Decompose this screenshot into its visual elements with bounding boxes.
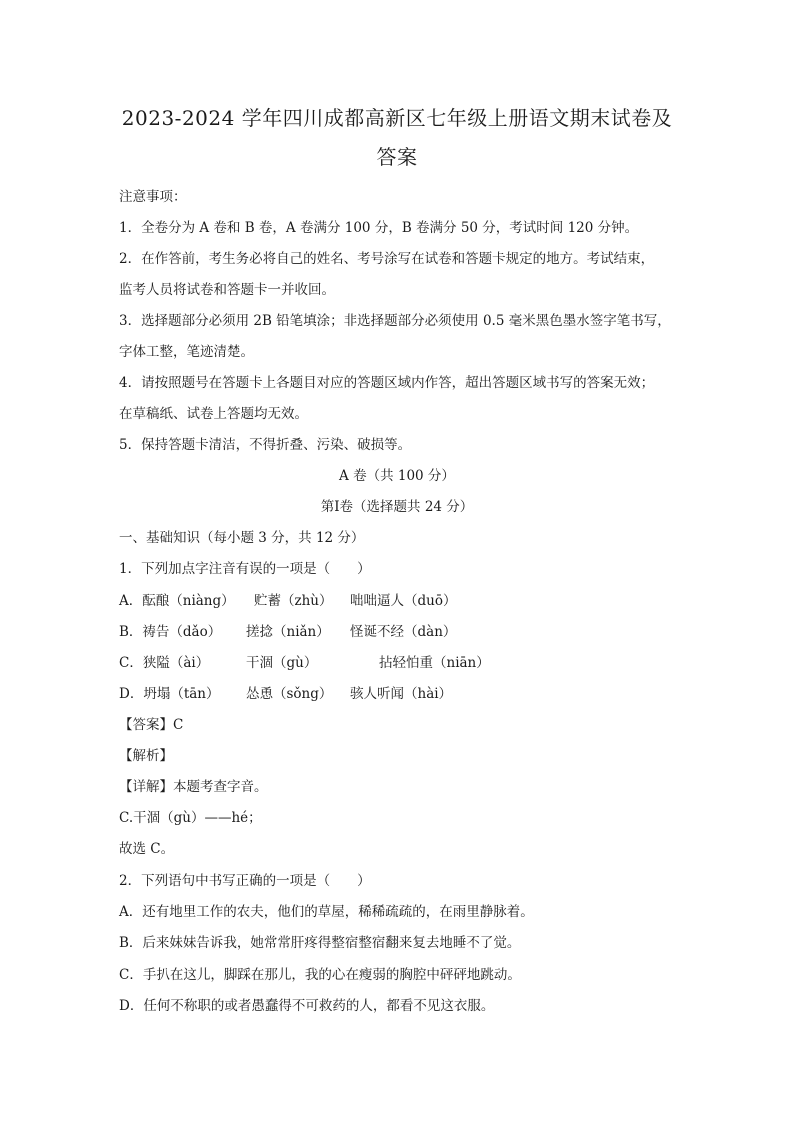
notice-item: 在草稿纸、试卷上答题均无效。 [119, 406, 308, 422]
section-heading: 一、基础知识（每小题 3 分，共 12 分） [119, 530, 365, 546]
option-item: 拈轻怕重（niān） [379, 655, 490, 671]
analysis-label: 【解析】 [119, 748, 173, 764]
conclusion-note: 故选 C。 [119, 841, 175, 857]
question-1-stem: 1．下列加点字注音有误的一项是（ ） [119, 561, 371, 577]
notice-item: 5．保持答题卡清洁，不得折叠、污染、破损等。 [119, 437, 412, 453]
option-item: 怂恿（sǒng） [246, 686, 333, 702]
question-2-option-c: C．手扒在这儿，脚踩在那儿，我的心在瘦弱的胸腔中砰砰地跳动。 [119, 967, 521, 983]
option-item: B．祷告（dǎo） [119, 624, 222, 640]
answer-label: 【答案】C [119, 717, 184, 733]
correction-note: C.干涸（gù）——hé； [119, 810, 262, 826]
option-item: C．狭隘（ài） [119, 655, 210, 671]
question-2-option-a: A．还有地里工作的农夫，他们的草屋，稀稀疏疏的，在雨里静脉着。 [119, 904, 534, 920]
option-item: 搓捻（niǎn） [246, 624, 330, 640]
option-item: 贮蓄（zhù） [254, 593, 333, 609]
notice-item: 1．全卷分为 A 卷和 B 卷，A 卷满分 100 分，B 卷满分 50 分，考试时间 120 分钟。 [119, 220, 639, 236]
question-2-option-b: B．后来妹妹告诉我，她常常肝疼得整宿整宿翻来复去地睡不了觉。 [119, 935, 521, 951]
notice-item: 3．选择题部分必须用 2B 铅笔填涂；非选择题部分必须使用 0.5 毫米黑色墨水签字笔书写， [119, 313, 671, 329]
option-item: 骇人听闻（hài） [350, 686, 453, 702]
question-2-stem: 2．下列语句中书写正确的一项是（ ） [119, 873, 371, 889]
notice-heading: 注意事项： [119, 189, 187, 205]
notice-item: 字体工整，笔迹清楚。 [119, 344, 254, 360]
document-title-continued: 答案 [376, 145, 418, 169]
detail-label: 【详解】本题考查字音。 [119, 779, 268, 795]
option-item: 怪诞不经（dàn） [350, 624, 457, 640]
notice-item: 4．请按照题号在答题卡上各题目对应的答题区域内作答，超出答题区域书写的答案无效； [119, 375, 655, 391]
document-title: 2023-2024 学年四川成都高新区七年级上册语文期末试卷及 [121, 106, 673, 130]
part-one-heading: 第Ⅰ卷（选择题共 24 分） [320, 499, 474, 515]
notice-item: 监考人员将试卷和答题卡一并收回。 [119, 282, 335, 298]
notice-item: 2．在作答前，考生务必将自己的姓名、考号涂写在试卷和答题卡规定的地方。考试结束， [119, 251, 655, 267]
option-item: 干涸（gù） [246, 655, 318, 671]
option-item: D．坍塌（tān） [119, 686, 220, 702]
question-2-option-d: D．任何不称职的或者愚蠢得不可救药的人，都看不见这衣服。 [119, 998, 495, 1014]
option-item: 咄咄逼人（duō） [350, 593, 457, 609]
option-item: A．酝酿（niàng） [119, 593, 235, 609]
paper-a-heading: A 卷（共 100 分） [339, 468, 455, 484]
